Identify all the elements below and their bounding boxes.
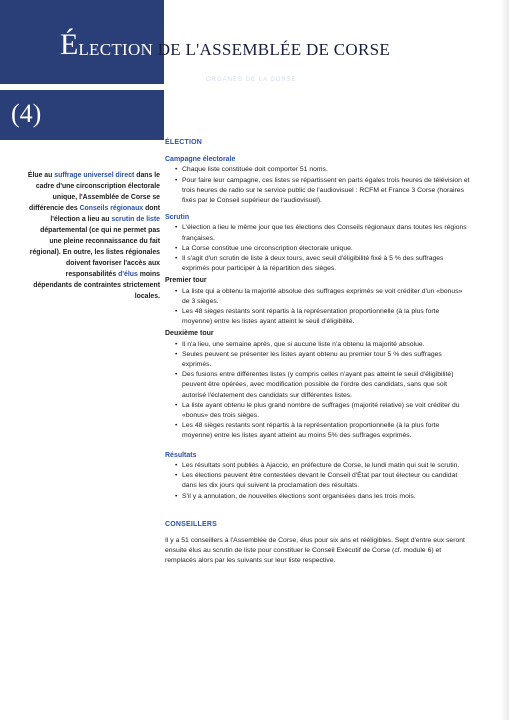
list-item: • Il n'a lieu, une semaine après, que si aucune liste n'a obtenu la majorité absolue. — [175, 340, 470, 350]
list-item: • Les élections peuvent être contestées devant le Conseil d'État par tout électeur ou candidat dans les dix jours qui suivent la proclamation des résultats. — [175, 471, 470, 491]
section-heading-conseillers: CONSEILLERS — [165, 520, 217, 528]
subheading-resultats: Résultats — [165, 451, 197, 459]
list-campagne — [165, 165, 470, 206]
list-scrutin — [165, 223, 470, 274]
conseillers-paragraph: Il y a 51 conseillers à l'Assemblée de Corse, élus pour six ans et rééligibles. Sept d'entre eux seront ensuite élus au scrutin de liste pour constituer le Conseil Exécutif de Corse (cf. module 6) et remplacés alors par les suivants sur leur liste respective. — [165, 536, 465, 565]
list-item: • Pour faire leur campagne, ces listes se répartissent en parts égales trois heures de télévision et trois heures de radio sur le service public de l'audiovisuel : RCFM et France 3 Corse (horaires fixés par le Conseil supérieur de l'audiovisuel). — [175, 176, 470, 207]
list-item: • La liste qui a obtenu la majorité absolue des suffrages exprimés se voit créditer d'un «bonus» de 3 sièges. — [175, 287, 470, 307]
list-item: • Les 48 sièges restants sont répartis à la représentation proportionnelle (à la plus forte moyenne) entre les listes ayant atteint le seuil d'éligibilité. — [175, 307, 470, 327]
list-item: • La Corse constitue une circonscription électorale unique. — [175, 244, 470, 254]
list-item: • S'il y a annulation, de nouvelles élections sont organisées dans les trois mois. — [175, 492, 470, 502]
sidebar-text: Élue au — [27, 172, 55, 179]
title-part-1: LECTION — [78, 40, 154, 59]
main-content — [165, 138, 470, 567]
module-number: (4) — [11, 99, 42, 128]
list-item: • Chaque liste constituée doit comporter 51 noms. — [175, 165, 470, 175]
page-subtitle: ORGANES DE LA CORSE — [206, 77, 297, 83]
sidebar-highlight: suffrage universel direct — [54, 172, 135, 179]
sidebar-text: dont l'élection a lieu au — [50, 205, 160, 223]
list-item: • Il s'agit d'un scrutin de liste à deux tours, avec seuil d'éligibilité fixé à 5 % des suffrages exprimés pour participer à la répartition des sièges. — [175, 254, 470, 274]
sidebar-text: moins dépendants de contraintes strictement locales. — [33, 271, 160, 300]
title-part-2: DE L'ASSEMBLÉE DE CORSE — [153, 40, 391, 59]
subheading-scrutin: Scrutin — [165, 214, 190, 222]
subheading-deuxieme-tour: Deuxième tour — [165, 330, 214, 338]
sidebar-highlight: d'élus — [118, 271, 138, 278]
list-resultats — [165, 461, 470, 502]
subheading-campagne: Campagne électorale — [165, 156, 236, 164]
list-item: • La liste ayant obtenu le plus grand nombre de suffrages (majorité relative) se voit créditer du «bonus» des trois sièges. — [175, 401, 470, 421]
sidebar-highlight: scrutin de liste — [111, 216, 160, 223]
sidebar-intro-text — [26, 170, 160, 302]
title-initial: É — [60, 28, 79, 61]
list-item: • Des fusions entre différentes listes (y compris celles n'ayant pas atteint le seuil d'éligibilité) peuvent être opérées, avec modification possible de l'ordre des candidats, sans que soit autorisé l'éclatement des candidats sur différentes listes. — [175, 370, 470, 401]
list-item: • L'élection a lieu le même jour que les élections des Conseils régionaux dans toutes les régions françaises. — [175, 223, 470, 243]
section-heading-election: ÉLECTION — [165, 139, 202, 146]
sidebar-highlight: Conseils régionaux — [79, 205, 144, 212]
page-title — [60, 30, 390, 60]
sidebar-text: départemental (ce qui ne permet pas une pleine reconnaissance du fait régional). En outre, les listes régionales doivent favoriser l'accès aux responsabilités — [29, 227, 160, 278]
page-edge-shadow — [501, 0, 509, 720]
list-item: • Les résultats sont publiés à Ajaccio, en préfecture de Corse, le lundi matin qui suit le scrutin. — [175, 461, 470, 471]
list-item: • Les 48 sièges restants sont répartis à la représentation proportionnelle (à la plus forte moyenne) entre les listes ayant atteint au moins 5% des suffrages exprimés. — [175, 421, 470, 441]
list-item: • Seules peuvent se présenter les listes ayant obtenu au premier tour 5 % des suffrages exprimés. — [175, 350, 470, 370]
sidebar-text: dans le cadre d'une circonscription électorale unique, l'Assemblée de Corse se différencie des — [29, 172, 160, 212]
list-premier-tour — [165, 287, 470, 328]
list-deuxieme-tour — [165, 340, 470, 442]
subheading-premier-tour: Premier tour — [165, 277, 207, 285]
